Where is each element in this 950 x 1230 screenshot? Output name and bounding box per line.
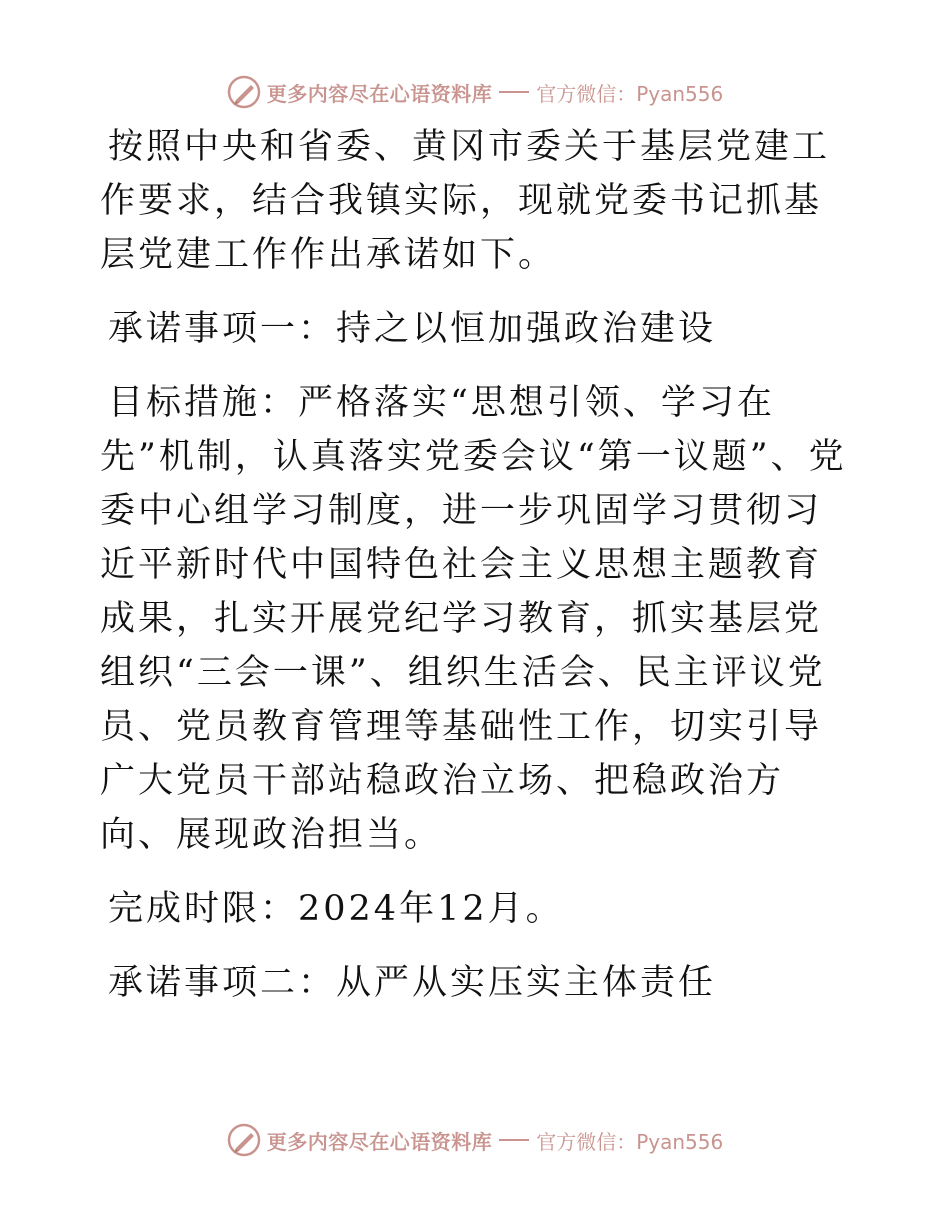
- item1-deadline: 完成时限：2024年12月。: [108, 889, 564, 929]
- header-watermark: [0, 70, 950, 114]
- footer-dash: [499, 1139, 529, 1141]
- footer-brand-text: 更多内容尽在心语资料库: [266, 1129, 493, 1154]
- footer-wechat-text: 官方微信：Pyan556: [536, 1129, 724, 1154]
- pen-logo-icon: [227, 1123, 261, 1157]
- header-brand-text: 更多内容尽在心语资料库: [266, 81, 493, 106]
- header-dash: [499, 91, 529, 93]
- pen-logo-icon: [227, 75, 261, 109]
- document-body: [100, 120, 850, 1010]
- item2-title: 承诺事项二：从严从实压实主体责任: [108, 963, 717, 1003]
- intro-paragraph: 按照中央和省委、黄冈市委关于基层党建工作要求，结合我镇实际，现就党委书记抓基层党建工作作出承诺如下。: [100, 127, 831, 275]
- footer-watermark: [0, 1118, 950, 1162]
- header-wechat-text: 官方微信：Pyan556: [536, 81, 724, 106]
- item1-measures: 目标措施：严格落实“思想引领、学习在先”机制，认真落实党委会议“第一议题”、党委中心组学习制度，进一步巩固学习贯彻习近平新时代中国特色社会主义思想主题教育成果，扎实开展党纪学习教育，抓实基层党组织“三会一课”、组织生活会、民主评议党员、党员教育管理等基础性工作，切实引导广大党员干部站稳政治立场、把稳政治方向、展现政治担当。: [100, 383, 847, 855]
- item1-title: 承诺事项一：持之以恒加强政治建设: [108, 309, 717, 349]
